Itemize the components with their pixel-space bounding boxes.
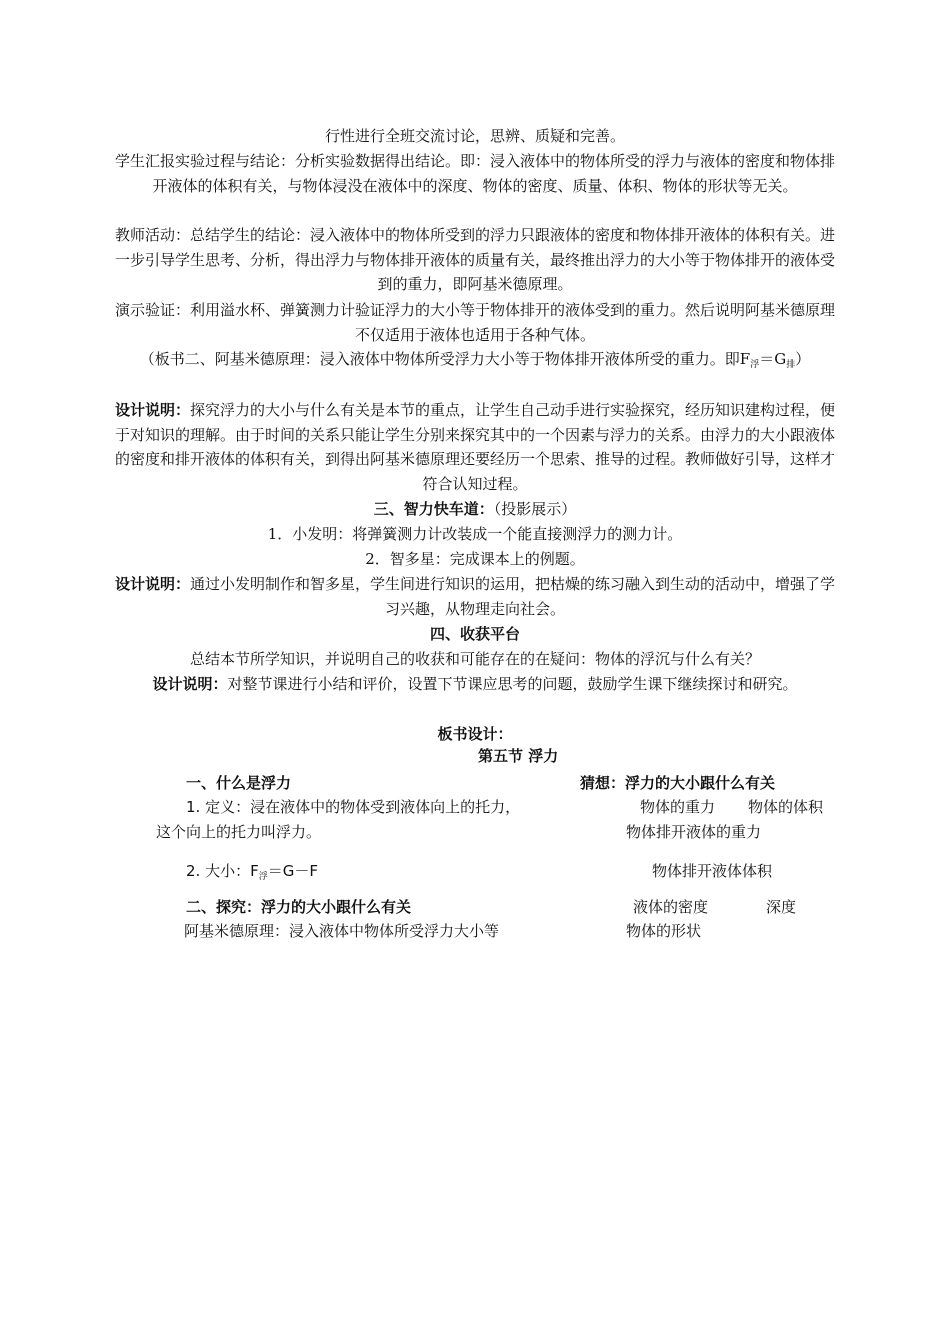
paragraph-discussion: 行性进行全班交流讨论，思辨、质疑和完善。: [324, 127, 625, 145]
board-factor-shape: 物体的形状: [626, 922, 702, 940]
design-note-label: 设计说明：: [152, 675, 228, 693]
design-note-label: 设计说明：: [114, 575, 190, 593]
board-factor-density: 液体的密度: [633, 898, 709, 916]
design-note-label: 设计说明：: [114, 401, 190, 419]
list-item-invention: 1．小发明：将弹簧测力计改装成一个能直接测浮力的测力计。: [267, 525, 683, 543]
list-item-smart-star: 2．智多星：完成课本上的例题。: [365, 550, 585, 568]
paragraph-board-note-archimedes: （板书二、阿基米德原理：浸入液体中物体所受浮力大小等于物体排开液体所受的重力。即$F_浮=G_排$）: [139, 350, 811, 370]
section-3-heading: 三、智力快车道：（投影展示）: [373, 500, 577, 518]
board-definition: 1. 定义：浸在液体中的物体受到液体向上的托力，: [186, 798, 521, 816]
paragraph-summary: 总结本节所学知识，并说明自己的收获和可能存在的在疑问：物体的浮沉与什么有关？: [189, 650, 760, 668]
board-guess-heading: 猜想：浮力的大小跟什么有关: [580, 774, 776, 792]
board-factor-displaced-weight: 物体排开液体的重力: [626, 823, 762, 841]
paragraph-student-report: 学生汇报实验过程与结论：分析实验数据得出结论。即：浸入液体中的物体所受的浮力与液体的密度和物体排开液体的体积有关，与物体浸没在液体中的深度、物体的密度、质量、体积、物体的形状等无关。: [114, 152, 835, 195]
design-note-3: 设计说明：对整节课进行小结和评价，设置下节课应思考的问题，鼓励学生课下继续探讨和研究。: [152, 675, 798, 693]
board-factor-volume: 物体的体积: [748, 798, 824, 816]
board-heading-explore: 二、探究：浮力的大小跟什么有关: [186, 898, 412, 916]
design-note-1: 设计说明：探究浮力的大小与什么有关是本节的重点，让学生自己动手进行实验探究，经历知识建构过程，便于对知识的理解。由于时间的关系只能让学生分别来探究其中的一个因素与浮力的关系。由浮力的大小跟液体的密度和排开液体的体积有关，到得出阿基米德原理还要经历一个思索、推导的过程。教师做好引导，这样才符合认知过程。: [114, 401, 836, 493]
paragraph-demo-verification: 演示验证：利用溢水杯、弹簧测力计验证浮力的大小等于物体排开的液体受到的重力。然后说明阿基米德原理不仅适用于液体也适用于各种气体。: [114, 301, 835, 344]
board-magnitude: 2. 大小：$F_浮=G-F$: [186, 862, 318, 882]
board-factor-depth: 深度: [766, 898, 797, 916]
board-definition-cont: 这个向上的托力叫浮力。: [156, 823, 322, 841]
board-heading-what-is-buoyancy: 一、什么是浮力: [186, 774, 292, 792]
paragraph-teacher-activity: 教师活动：总结学生的结论：浸入液体中的物体所受到的浮力只跟液体的密度和物体排开液体的体积有关。进一步引导学生思考、分析，得出浮力与物体排开液体的质量有关，最终推出浮力的大小等于物体排开的液体受到的重力，即阿基米德原理。: [114, 226, 835, 293]
board-section-title: 第五节 浮力: [478, 747, 559, 765]
board-design-heading: 板书设计：: [437, 725, 513, 743]
section-4-heading: 四、收获平台: [429, 625, 520, 643]
board-factor-gravity: 物体的重力: [640, 798, 716, 816]
board-archimedes: 阿基米德原理：浸入液体中物体所受浮力大小等: [184, 922, 500, 940]
design-note-2: 设计说明：通过小发明制作和智多星，学生间进行知识的运用，把枯燥的练习融入到生动的活动中，增强了学习兴趣，从物理走向社会。: [114, 575, 836, 618]
board-factor-displaced-volume: 物体排开液体体积: [652, 862, 773, 880]
